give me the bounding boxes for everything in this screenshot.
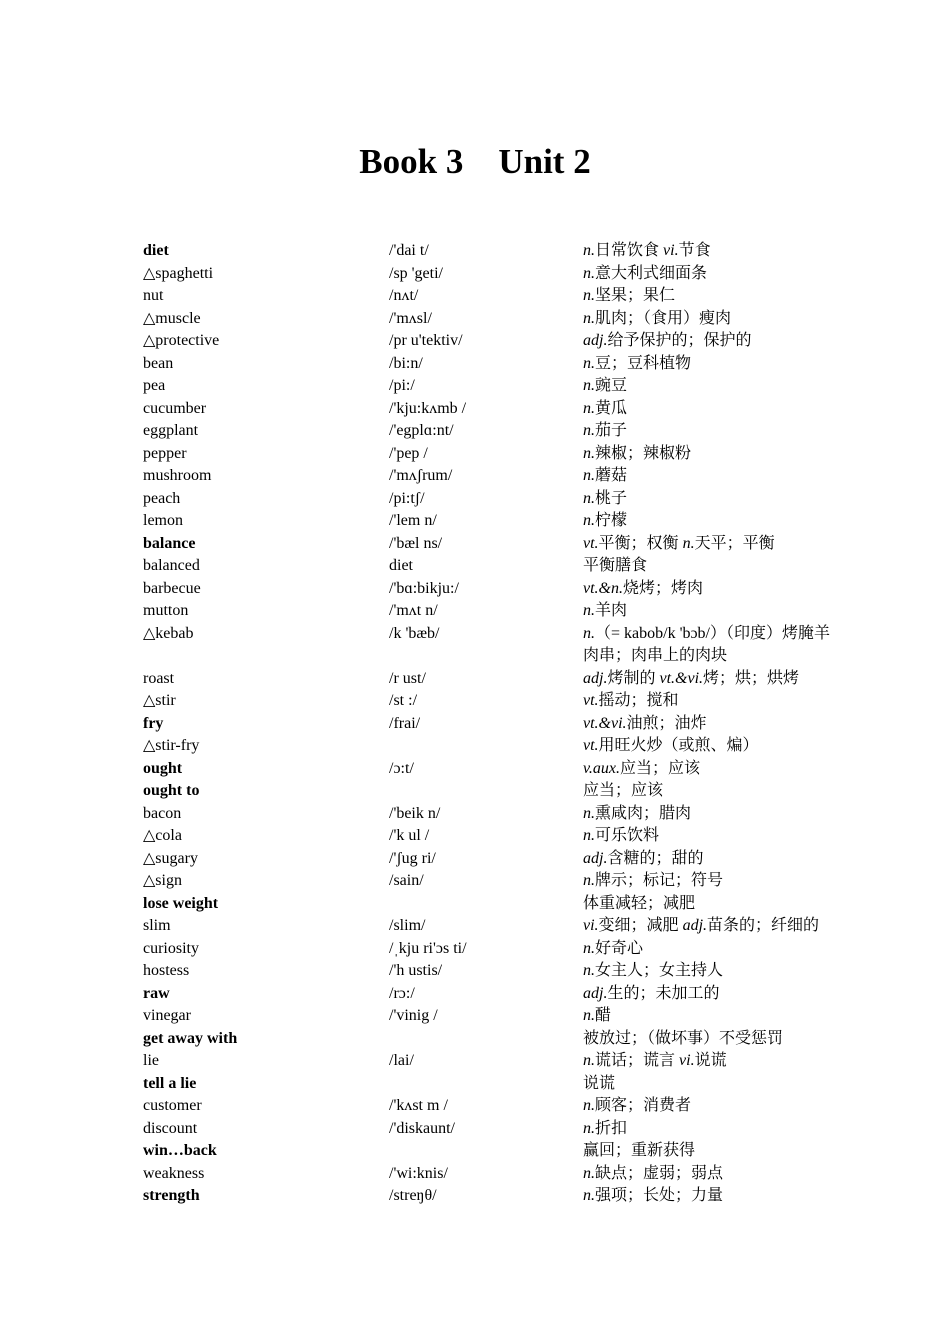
vocab-phonetic: /rɔ:/ <box>389 984 415 1002</box>
part-of-speech: v.aux. <box>583 759 621 777</box>
page-title: Book 3 Unit 2 <box>359 142 591 181</box>
vocab-meaning <box>583 893 843 916</box>
meaning-text: 日常饮食 <box>595 242 664 259</box>
meaning-text: 天平；平衡 <box>694 534 775 552</box>
meaning-text: 应当；应该 <box>583 782 664 799</box>
part-of-speech: n. <box>583 1097 595 1114</box>
part-of-speech: n. <box>583 444 595 462</box>
vocab-word: △spaghetti <box>143 264 214 282</box>
meaning-text: 烧烤；烤肉 <box>623 579 704 597</box>
vocab-row <box>0 398 950 421</box>
vocab-word: △cola <box>143 827 182 844</box>
vocab-row <box>0 240 950 263</box>
vocab-meaning <box>583 330 843 353</box>
vocab-phonetic: /'wi:knis/ <box>389 1164 448 1182</box>
vocab-phonetic: /nʌt/ <box>389 287 419 304</box>
vocab-meaning <box>583 1028 843 1051</box>
vocab-phonetic: /'h ustis/ <box>389 962 443 979</box>
vocab-phonetic: /st :/ <box>389 692 418 709</box>
part-of-speech: vi. <box>583 917 599 934</box>
meaning-text: 强项；长处；力量 <box>595 1187 724 1204</box>
vocab-word: get away with <box>143 1029 238 1047</box>
vocab-row <box>0 983 950 1006</box>
part-of-speech: vi. <box>679 1052 695 1069</box>
meaning-text: 烤；烘；烘烤 <box>703 669 800 687</box>
vocab-meaning <box>583 735 843 758</box>
vocab-row <box>0 713 950 736</box>
vocab-row <box>0 780 950 803</box>
part-of-speech: n. <box>583 422 595 439</box>
meaning-text: 体重减轻；减肥 <box>583 894 696 912</box>
part-of-speech: n. <box>583 939 595 957</box>
vocab-word: lemon <box>143 512 183 529</box>
vocab-meaning <box>583 1073 843 1096</box>
vocab-row <box>0 1050 950 1073</box>
part-of-speech: n. <box>583 1052 595 1069</box>
meaning-text: 平衡；权衡 <box>598 534 683 552</box>
vocab-row <box>0 600 950 623</box>
vocab-word: vinegar <box>143 1007 191 1024</box>
vocab-word: △sign <box>143 872 182 889</box>
part-of-speech: n. <box>583 377 595 394</box>
vocab-word: balance <box>143 534 196 552</box>
vocab-word: raw <box>143 984 170 1002</box>
vocab-phonetic: /k 'bæb/ <box>389 624 440 642</box>
vocab-word: △protective <box>143 332 220 349</box>
meaning-text: （= kabob/k 'bɔb/）（印度）烤腌羊肉串；肉串上的肉块 <box>583 624 831 664</box>
vocab-row <box>0 1118 950 1141</box>
vocab-row <box>0 330 950 353</box>
part-of-speech: adj. <box>583 984 608 1002</box>
vocab-row <box>0 668 950 691</box>
vocab-meaning <box>583 443 843 466</box>
vocab-phonetic: /pi:tʃ/ <box>389 489 425 507</box>
meaning-text: 说谎 <box>694 1052 727 1069</box>
meaning-text: 顾客；消费者 <box>595 1097 692 1114</box>
vocab-phonetic: /'mʌt n/ <box>389 602 438 619</box>
part-of-speech: n. <box>583 512 595 529</box>
vocab-meaning <box>583 353 843 376</box>
vocab-word: eggplant <box>143 422 199 439</box>
part-of-speech: n. <box>583 602 595 619</box>
vocab-phonetic: /'bæl ns/ <box>389 534 443 552</box>
meaning-text: 醋 <box>595 1007 612 1024</box>
vocab-meaning <box>583 1095 843 1118</box>
meaning-text: 赢回；重新获得 <box>583 1142 696 1159</box>
meaning-text: 应当；应该 <box>620 759 701 777</box>
meaning-text: 辣椒；辣椒粉 <box>595 444 692 462</box>
vocab-meaning <box>583 758 843 781</box>
vocab-meaning <box>583 600 843 623</box>
vocab-row <box>0 825 950 848</box>
vocab-phonetic: /'kju:kʌmb / <box>389 399 467 417</box>
vocab-phonetic: /streŋθ/ <box>389 1187 437 1204</box>
meaning-text: 女主人；女主持人 <box>595 962 724 979</box>
vocab-row <box>0 623 950 668</box>
meaning-text: 意大利式细面条 <box>595 264 708 282</box>
vocab-word: △kebab <box>143 624 194 642</box>
vocab-phonetic: /r ust/ <box>389 669 426 687</box>
vocab-meaning <box>583 1140 843 1163</box>
meaning-text: 变细；减肥 <box>598 917 683 934</box>
vocab-row <box>0 420 950 443</box>
vocab-row <box>0 893 950 916</box>
vocab-row <box>0 1095 950 1118</box>
vocab-word: mushroom <box>143 467 212 484</box>
part-of-speech: adj. <box>583 849 608 867</box>
meaning-text: 给予保护的；保护的 <box>607 332 752 349</box>
meaning-text: 平衡膳食 <box>583 557 648 574</box>
meaning-text: 黄瓜 <box>595 399 628 417</box>
part-of-speech: n. <box>583 242 595 259</box>
vocab-meaning <box>583 870 843 893</box>
vocab-meaning <box>583 848 843 871</box>
vocab-phonetic: /'vinig / <box>389 1007 438 1024</box>
meaning-text: 好奇心 <box>595 939 644 957</box>
meaning-text: 生的；未加工的 <box>607 984 720 1002</box>
vocab-row <box>0 915 950 938</box>
vocab-meaning <box>583 488 843 511</box>
vocab-row <box>0 1163 950 1186</box>
part-of-speech: n. <box>682 534 695 552</box>
vocab-phonetic: /pr u'tektiv/ <box>389 332 463 349</box>
vocab-row <box>0 1005 950 1028</box>
vocab-phonetic: /'pep / <box>389 444 428 462</box>
part-of-speech: vt. <box>583 534 599 552</box>
vocab-word: bacon <box>143 804 182 822</box>
vocab-phonetic: /'dai t/ <box>389 242 429 259</box>
vocab-meaning <box>583 780 843 803</box>
vocab-row <box>0 465 950 488</box>
vocab-phonetic: diet <box>389 557 413 574</box>
part-of-speech: n. <box>583 1007 595 1024</box>
vocab-row <box>0 848 950 871</box>
part-of-speech: n. <box>583 872 595 889</box>
vocab-phonetic: /slim/ <box>389 917 426 934</box>
vocab-phonetic: /'kʌst m / <box>389 1097 448 1114</box>
vocab-word: cucumber <box>143 399 207 417</box>
meaning-text: 羊肉 <box>595 602 628 619</box>
vocab-meaning <box>583 398 843 421</box>
vocab-phonetic: /ɔ:t/ <box>389 759 414 777</box>
vocab-row <box>0 510 950 533</box>
vocab-word: lose weight <box>143 894 219 912</box>
meaning-text: 折扣 <box>595 1119 628 1137</box>
meaning-text: 桃子 <box>595 489 628 507</box>
vocab-word: △stir <box>143 692 176 709</box>
vocab-row <box>0 1028 950 1051</box>
vocab-word: lie <box>143 1052 159 1069</box>
meaning-text: 茄子 <box>595 422 628 439</box>
meaning-text: 缺点；虚弱；弱点 <box>595 1164 724 1182</box>
part-of-speech: adj. <box>583 332 608 349</box>
meaning-text: 苗条的；纤细的 <box>707 917 820 934</box>
part-of-speech: vi. <box>663 242 679 259</box>
vocab-phonetic: /bi:n/ <box>389 354 423 372</box>
meaning-text: 说谎 <box>583 1074 616 1092</box>
vocab-meaning <box>583 713 843 736</box>
part-of-speech: vt.&vi. <box>583 714 627 732</box>
vocab-meaning <box>583 1005 843 1028</box>
vocab-row <box>0 555 950 578</box>
vocab-row <box>0 960 950 983</box>
meaning-text: 蘑菇 <box>595 467 628 484</box>
meaning-text: 豌豆 <box>595 377 628 394</box>
meaning-text: 用旺火炒（或煎、煸） <box>598 737 759 754</box>
vocab-meaning <box>583 285 843 308</box>
meaning-text: 谎话；谎言 <box>595 1052 680 1069</box>
vocab-meaning <box>583 533 843 556</box>
vocab-word: mutton <box>143 602 189 619</box>
part-of-speech: n. <box>583 489 595 507</box>
vocab-meaning <box>583 1050 843 1073</box>
vocab-word: discount <box>143 1119 198 1137</box>
vocab-row <box>0 308 950 331</box>
meaning-text: 可乐饮料 <box>595 827 660 844</box>
vocab-word: tell a lie <box>143 1074 197 1092</box>
vocab-phonetic: /ˌkju ri'ɔs ti/ <box>389 939 467 957</box>
vocab-row <box>0 1140 950 1163</box>
vocab-word: ought <box>143 759 183 777</box>
vocab-meaning <box>583 668 843 691</box>
vocab-row <box>0 1185 950 1208</box>
vocab-meaning <box>583 1118 843 1141</box>
vocab-phonetic: /'diskaunt/ <box>389 1119 455 1137</box>
vocab-phonetic: /lai/ <box>389 1052 414 1069</box>
vocab-word: peach <box>143 489 181 507</box>
vocab-phonetic: /'mʌsl/ <box>389 309 432 327</box>
part-of-speech: n. <box>583 804 595 822</box>
part-of-speech: n. <box>583 467 595 484</box>
vocab-word: △muscle <box>143 309 201 327</box>
vocab-word: ought to <box>143 782 200 799</box>
vocab-phonetic: /sain/ <box>389 872 424 889</box>
vocab-word: bean <box>143 354 174 372</box>
vocabulary-list <box>0 240 950 1208</box>
vocab-meaning <box>583 375 843 398</box>
vocab-word: barbecue <box>143 579 201 597</box>
vocab-meaning <box>583 915 843 938</box>
vocab-word: curiosity <box>143 939 199 957</box>
vocab-row <box>0 443 950 466</box>
meaning-text: 含糖的；甜的 <box>607 849 704 867</box>
vocab-row <box>0 938 950 961</box>
vocab-word: pepper <box>143 444 187 462</box>
vocab-word: weakness <box>143 1164 205 1182</box>
vocab-word: slim <box>143 917 171 934</box>
vocab-meaning <box>583 465 843 488</box>
part-of-speech: n. <box>583 354 595 372</box>
vocab-phonetic: /'k ul / <box>389 827 430 844</box>
vocab-phonetic: /pi:/ <box>389 377 415 394</box>
meaning-text: 熏咸肉；腊肉 <box>595 804 692 822</box>
meaning-text: 烤制的 <box>607 669 660 687</box>
vocab-word: △sugary <box>143 849 198 867</box>
part-of-speech: n. <box>583 309 595 327</box>
vocab-row <box>0 375 950 398</box>
vocab-row <box>0 690 950 713</box>
meaning-text: 被放过；（做坏事）不受惩罚 <box>583 1029 784 1047</box>
vocab-meaning <box>583 263 843 286</box>
part-of-speech: n. <box>583 1119 595 1137</box>
part-of-speech: n. <box>583 827 595 844</box>
part-of-speech: n. <box>583 399 595 417</box>
vocab-meaning <box>583 510 843 533</box>
vocab-row <box>0 1073 950 1096</box>
vocab-meaning <box>583 578 843 601</box>
vocab-meaning <box>583 1185 843 1208</box>
meaning-text: 肌肉；（食用）瘦肉 <box>595 309 732 327</box>
part-of-speech: n. <box>583 264 595 282</box>
vocab-phonetic: /'ʃug ri/ <box>389 849 436 867</box>
part-of-speech: n. <box>583 287 595 304</box>
part-of-speech: n. <box>583 1164 595 1182</box>
vocab-phonetic: /'beik n/ <box>389 804 441 822</box>
vocab-row <box>0 803 950 826</box>
meaning-text: 坚果；果仁 <box>595 287 676 304</box>
vocab-phonetic: /'egplɑ:nt/ <box>389 422 454 439</box>
vocab-phonetic: /sp 'geti/ <box>389 264 443 282</box>
vocab-row <box>0 533 950 556</box>
vocab-row <box>0 488 950 511</box>
vocab-row <box>0 578 950 601</box>
vocab-phonetic: /frai/ <box>389 714 421 732</box>
vocab-phonetic: /'lem n/ <box>389 512 437 529</box>
vocab-meaning <box>583 308 843 331</box>
vocab-row <box>0 758 950 781</box>
vocab-word: nut <box>143 287 164 304</box>
vocab-word: hostess <box>143 962 190 979</box>
vocab-word: diet <box>143 242 169 259</box>
vocab-word: pea <box>143 377 166 394</box>
vocab-meaning <box>583 690 843 713</box>
vocab-meaning <box>583 1163 843 1186</box>
meaning-text: 豆；豆科植物 <box>595 354 692 372</box>
part-of-speech: vt.&n. <box>583 579 623 597</box>
vocab-word: △stir-fry <box>143 737 200 754</box>
meaning-text: 柠檬 <box>595 512 628 529</box>
vocab-phonetic: /'bɑ:bikju:/ <box>389 579 459 597</box>
vocab-row <box>0 285 950 308</box>
part-of-speech: adj. <box>682 917 708 934</box>
part-of-speech: vt. <box>583 692 599 709</box>
vocab-row <box>0 263 950 286</box>
vocab-meaning <box>583 555 843 578</box>
vocab-row <box>0 353 950 376</box>
vocab-meaning <box>583 938 843 961</box>
vocab-phonetic: /'mʌʃrum/ <box>389 467 453 484</box>
vocab-meaning <box>583 803 843 826</box>
vocab-meaning <box>583 983 843 1006</box>
meaning-text: 牌示；标记；符号 <box>595 872 724 889</box>
meaning-text: 油煎；油炸 <box>626 714 707 732</box>
vocab-meaning <box>583 960 843 983</box>
vocab-word: roast <box>143 669 175 687</box>
part-of-speech: vt. <box>583 737 599 754</box>
vocab-meaning <box>583 825 843 848</box>
vocab-word: strength <box>143 1187 200 1204</box>
vocab-row <box>0 870 950 893</box>
vocab-meaning <box>583 420 843 443</box>
vocab-meaning <box>583 240 843 263</box>
vocab-word: win…back <box>143 1142 217 1159</box>
part-of-speech: n. <box>583 1187 595 1204</box>
vocab-word: fry <box>143 714 164 732</box>
meaning-text: 摇动；搅和 <box>598 692 679 709</box>
part-of-speech: adj. <box>583 669 608 687</box>
vocab-word: customer <box>143 1097 202 1114</box>
part-of-speech: vt.&vi. <box>659 669 704 687</box>
vocab-word: balanced <box>143 557 200 574</box>
part-of-speech: n. <box>583 624 595 642</box>
vocab-row <box>0 735 950 758</box>
meaning-text: 节食 <box>678 242 711 259</box>
vocab-meaning <box>583 623 843 668</box>
part-of-speech: n. <box>583 962 595 979</box>
